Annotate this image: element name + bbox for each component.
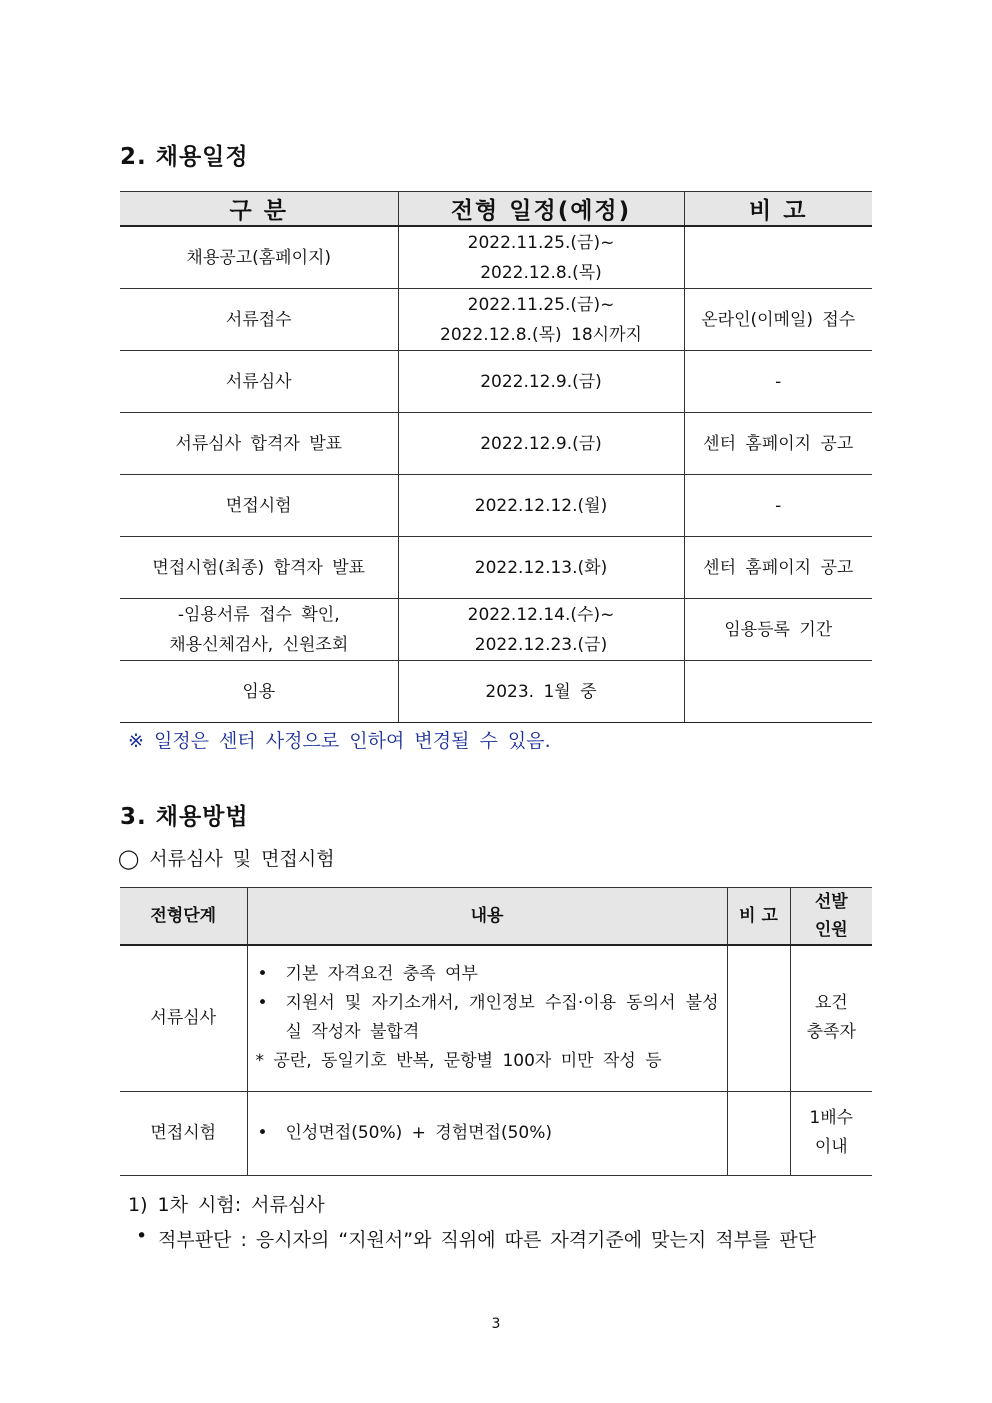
method-selection: 요건 충족자	[790, 945, 872, 1091]
table-row	[120, 1091, 872, 1175]
schedule-notice: ※ 일정은 센터 사정으로 인하여 변경될 수 있음.	[128, 730, 551, 752]
schedule-date: 2023. 1월 중	[398, 661, 684, 723]
step1-detail-row	[136, 1225, 876, 1252]
table-row	[120, 661, 872, 723]
schedule-item: 서류심사	[120, 351, 398, 413]
table-row	[120, 226, 872, 289]
method-remark	[727, 1091, 790, 1175]
schedule-note: 온라인(이메일) 접수	[684, 289, 872, 351]
schedule-item: -임용서류 접수 확인, 채용신체검사, 신원조회	[120, 599, 398, 661]
method-selection: 1배수 이내	[790, 1091, 872, 1175]
page-number: 3	[491, 1316, 501, 1332]
schedule-date: 2022.12.9.(금)	[398, 413, 684, 475]
bullet-icon: •	[136, 1225, 148, 1247]
schedule-note	[684, 226, 872, 289]
schedule-item: 서류접수	[120, 289, 398, 351]
method-header-stage: 전형단계	[120, 888, 247, 946]
step1-title: 1) 1차 시험: 서류심사	[128, 1194, 325, 1216]
schedule-header-category: 구 분	[120, 192, 398, 227]
method-footnote: * 공란, 동일기호 반복, 문항별 100자 미만 작성 등	[255, 1051, 662, 1072]
schedule-date: 2022.12.12.(월)	[398, 475, 684, 537]
table-row	[120, 537, 872, 599]
schedule-date: 2022.12.9.(금)	[398, 351, 684, 413]
section3-title: 3. 채용방법	[120, 804, 249, 830]
method-header-row	[120, 888, 872, 946]
schedule-item: 면접시험(최종) 합격자 발표	[120, 537, 398, 599]
section3-subtitle: ◯ 서류심사 및 면접시험	[118, 848, 335, 870]
table-row	[120, 413, 872, 475]
schedule-note	[684, 661, 872, 723]
schedule-note: 임용등록 기간	[684, 599, 872, 661]
schedule-note: 센터 홈페이지 공고	[684, 537, 872, 599]
schedule-date: 2022.11.25.(금)~ 2022.12.8.(목) 18시까지	[398, 289, 684, 351]
schedule-header-note: 비 고	[684, 192, 872, 227]
step1-detail: 적부판단 : 응시자의 “지원서”와 직위에 따른 자격기준에 맞는지 적부를 판단	[158, 1229, 817, 1251]
list-item: • 인성면접(50%) + 경험면접(50%)	[257, 1122, 553, 1143]
method-header-content: 내용	[247, 888, 727, 946]
method-table	[120, 887, 872, 1176]
schedule-date: 2022.12.14.(수)~ 2022.12.23.(금)	[398, 599, 684, 661]
schedule-note: 센터 홈페이지 공고	[684, 413, 872, 475]
method-remark	[727, 945, 790, 1091]
table-row	[120, 351, 872, 413]
schedule-header-date: 전형 일정(예정)	[398, 192, 684, 227]
table-row	[120, 289, 872, 351]
schedule-item: 면접시험	[120, 475, 398, 537]
table-row	[120, 599, 872, 661]
schedule-note: -	[684, 475, 872, 537]
method-content	[247, 945, 727, 1091]
schedule-item: 채용공고(홈페이지)	[120, 226, 398, 289]
method-stage: 서류심사	[120, 945, 247, 1091]
table-row	[120, 475, 872, 537]
method-header-remark: 비 고	[727, 888, 790, 946]
schedule-date: 2022.11.25.(금)~ 2022.12.8.(목)	[398, 226, 684, 289]
schedule-table	[120, 191, 872, 723]
list-item: • 지원서 및 자기소개서, 개인정보 수집·이용 동의서 불성실 작성자 불합격	[257, 993, 719, 1043]
schedule-item: 임용	[120, 661, 398, 723]
method-header-selection: 선발 인원	[790, 888, 872, 946]
schedule-header-row	[120, 192, 872, 227]
schedule-item: 서류심사 합격자 발표	[120, 413, 398, 475]
schedule-note: -	[684, 351, 872, 413]
method-content	[247, 1091, 727, 1175]
schedule-date: 2022.12.13.(화)	[398, 537, 684, 599]
section2-title: 2. 채용일정	[120, 144, 249, 170]
method-stage: 면접시험	[120, 1091, 247, 1175]
list-item: • 기본 자격요건 충족 여부	[257, 964, 478, 985]
table-row	[120, 945, 872, 1091]
